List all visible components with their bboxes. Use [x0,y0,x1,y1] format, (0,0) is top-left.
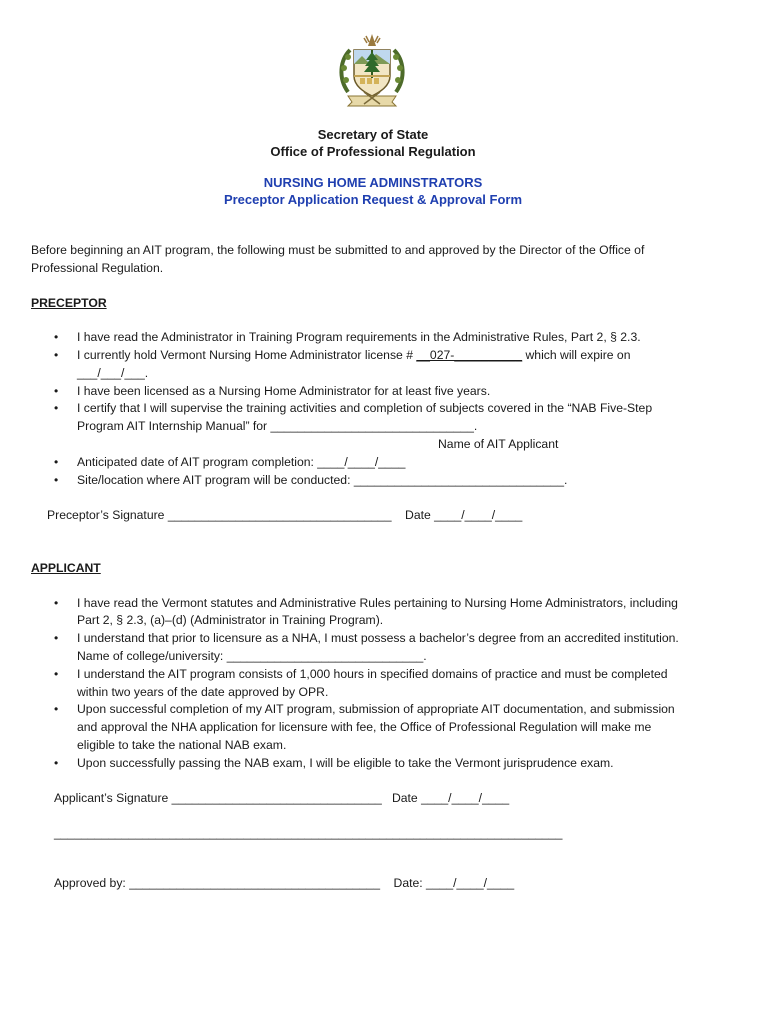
office-name: Office of Professional Regulation [270,144,476,159]
bullet: • [54,596,59,610]
bullet: • [54,348,59,362]
bullet: • [54,756,59,770]
form-title: Preceptor Application Request & Approval Form [223,192,523,207]
bullet: • [54,330,59,344]
college-name-field[interactable]: Name of college/university: _____________________________. [77,649,427,663]
applicant-heading: APPLICANT [31,561,101,575]
preceptor-item-certify-line-1: I certify that I will supervise the training activities and completion of subjects covered in the “NAB Five-Step [77,401,653,415]
bullet: • [54,455,59,469]
applicant-item-jurisprudence: Upon successfully passing the NAB exam, I will be eligible to take the Vermont jurisprudence exam. [77,756,614,770]
applicant-item-hours-line-1: I understand the AIT program consists of 1,000 hours in specified domains of practice and must be completed [77,667,668,681]
license-expire-label: which will expire on [522,348,631,362]
ait-applicant-name-field[interactable]: Program AIT Internship Manual” for ______________________________. [77,419,478,433]
completion-date-field[interactable]: Anticipated date of AIT program completion: ____/____/____ [77,455,406,469]
bullet: • [54,631,59,645]
preceptor-heading: PRECEPTOR [31,296,107,310]
applicant-item-statutes-line-1: I have read the Vermont statutes and Administrative Rules pertaining to Nursing Home Administrators, including [77,596,678,610]
ait-applicant-caption: Name of AIT Applicant [438,437,559,451]
bullet: • [54,473,59,487]
applicant-item-completion-line-1: Upon successful completion of my AIT program, submission of appropriate AIT documentation, and submission [77,702,675,716]
applicant-item-hours-line-2: within two years of the date approved by OPR. [77,685,329,699]
license-expiration-field[interactable]: ___/___/___. [77,366,149,380]
preceptor-item-license [77,348,631,363]
intro-line-2: Professional Regulation. [31,261,164,275]
applicant-item-degree-line-1: I understand that prior to licensure as a NHA, I must possess a bachelor’s degree from an accredited institution. [77,631,679,645]
preceptor-item-five-years: I have been licensed as a Nursing Home Administrator for at least five years. [77,384,491,398]
approved-by-line[interactable]: Approved by: _____________________________________ Date: ____/____/____ [54,876,515,890]
applicant-item-statutes-line-2: Part 2, § 2.3, (a)–(d) (Administrator in Training Program). [77,613,384,627]
applicant-signature-line[interactable]: Applicant’s Signature _______________________________ Date ____/____/____ [54,791,510,805]
bullet: • [54,702,59,716]
ait-site-field[interactable]: Site/location where AIT program will be conducted: _______________________________. [77,473,568,487]
intro-line-1: Before beginning an AIT program, the following must be submitted to and approved by the Director of the Office of [31,243,645,257]
vermont-state-seal [336,30,408,108]
agency-name: Secretary of State [317,127,429,142]
bullet: • [54,401,59,415]
license-number-field[interactable]: __027-__________ [416,348,523,362]
preceptor-signature-line[interactable]: Preceptor’s Signature _________________________________ Date ____/____/____ [47,508,523,522]
bullet: • [54,384,59,398]
bullet: • [54,667,59,681]
approval-divider-line: ___________________________________________________________________________ [54,826,563,840]
license-label: I currently hold Vermont Nursing Home Administrator license # [77,348,417,362]
applicant-item-completion-line-2: and approval the NHA application for licensure with fee, the Office of Professional Regulation will make me [77,720,652,734]
program-title: NURSING HOME ADMINSTRATORS [263,175,483,190]
preceptor-item-rules: I have read the Administrator in Training Program requirements in the Administrative Rules, Part 2, § 2.3. [77,330,641,344]
applicant-item-completion-line-3: eligible to take the national NAB exam. [77,738,287,752]
